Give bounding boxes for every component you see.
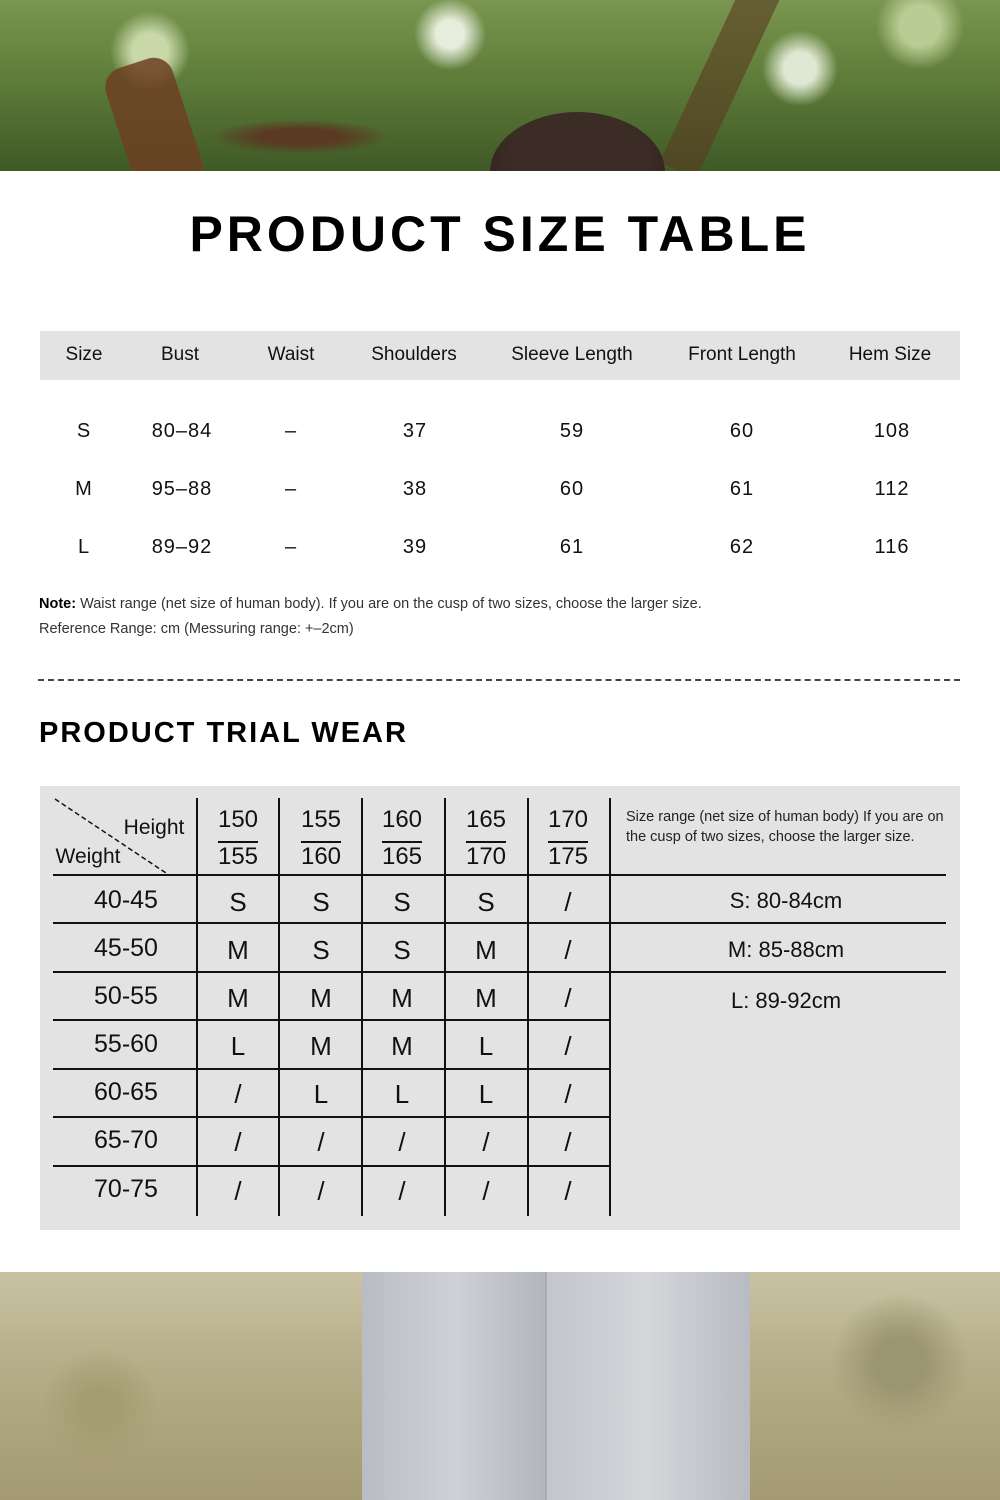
grid-h-7 [53,1165,611,1167]
size-cell: / [482,1127,490,1157]
row-s-front: 60 [729,420,755,442]
row-l-front: 62 [729,536,755,558]
row-l-hem: 116 [874,536,910,558]
model-head [490,112,665,171]
row-m-hem: 112 [874,478,910,500]
size-cell: S [312,935,330,965]
height-col-4 [466,801,506,875]
height-5-bottom: 175 [547,843,589,870]
trial-wear-title: PRODUCT TRIAL WEAR [39,717,408,749]
page-title: PRODUCT SIZE TABLE [189,206,811,262]
trouser-leg-right [545,1272,750,1500]
height-4-bottom: 170 [465,843,507,870]
size-cell: L [478,1031,494,1061]
size-cell: M [475,983,497,1013]
size-cell: S [393,935,411,965]
height-3-bottom: 165 [381,843,423,870]
size-cell: S [393,887,411,917]
header-front-length: Front Length [688,344,796,365]
size-cell: L [394,1079,410,1109]
size-cell: S [229,887,247,917]
row-l-size: L [77,536,91,558]
tree-branch [660,0,781,171]
grid-v-6 [609,798,611,1216]
size-cell: / [564,1127,572,1157]
size-cell: M [391,1031,413,1061]
range-m: M: 85-88cm [727,937,845,962]
row-m-size: M [75,478,93,500]
size-cell: / [234,1176,242,1206]
grid-h-5 [53,1068,611,1070]
row-m-front: 61 [729,478,755,500]
bottom-photo [0,1272,1000,1500]
trouser-seam [545,1272,547,1500]
size-cell: / [564,935,572,965]
size-cell: / [564,1079,572,1109]
size-cell: M [391,983,413,1013]
height-4-top: 165 [465,806,507,833]
trial-wear-table [40,786,960,1230]
grid-v-5 [527,798,529,1216]
size-cell: / [398,1127,406,1157]
weight-cell: 50-55 [94,982,158,1010]
top-photo [0,0,1000,171]
height-col-1 [218,801,258,875]
size-cell: / [317,1176,325,1206]
corner-height-label: Height [123,816,185,839]
range-l: L: 89-92cm [730,988,842,1013]
height-5-top: 170 [547,806,589,833]
row-s-waist: – [284,420,298,442]
trouser-leg-left [362,1272,547,1500]
row-m-shoulders: 38 [402,478,428,500]
size-cell: / [234,1079,242,1109]
size-cell: M [227,983,249,1013]
weight-cell: 55-60 [94,1030,158,1058]
grid-h-1 [53,874,946,876]
weight-cell: 45-50 [94,934,158,962]
size-cell: M [227,935,249,965]
size-cell: L [478,1079,494,1109]
row-s-size: S [76,420,92,442]
row-l-shoulders: 39 [402,536,428,558]
tree-trunk [100,53,210,171]
height-2-bottom: 160 [300,843,342,870]
size-cell: / [234,1127,242,1157]
height-col-5 [548,801,588,875]
header-waist: Waist [267,344,315,365]
size-cell: M [310,1031,332,1061]
section-divider [38,679,960,681]
height-2-top: 155 [300,806,342,833]
note-label: Note: [39,596,77,612]
row-s-bust: 80–84 [151,420,213,442]
size-cell: / [564,1031,572,1061]
note-line-1 [39,596,702,612]
height-3-top: 160 [381,806,423,833]
note-text: Waist range (net size of human body). If you are on the cusp of two sizes, choose the larger size. [76,596,702,612]
weight-cell: 65-70 [94,1126,158,1154]
row-s-hem: 108 [873,420,911,442]
header-size: Size [65,344,103,365]
size-cell: / [398,1176,406,1206]
size-cell: M [475,935,497,965]
size-cell: L [313,1079,329,1109]
weight-cell: 70-75 [94,1175,158,1203]
grid-h-6 [53,1116,611,1118]
grid-h-4 [53,1019,611,1021]
header-shoulders: Shoulders [371,344,457,365]
height-1-top: 150 [217,806,259,833]
height-1-bottom: 155 [217,843,259,870]
height-col-3 [382,801,422,875]
size-cell: / [564,983,572,1013]
grid-v-2 [278,798,280,1216]
row-l-bust: 89–92 [151,536,213,558]
row-s-sleeve: 59 [559,420,585,442]
header-sleeve-length: Sleeve Length [511,344,633,365]
size-cell: / [564,887,572,917]
size-cell: / [317,1127,325,1157]
size-cell: L [230,1031,246,1061]
grid-v-3 [361,798,363,1216]
row-l-waist: – [284,536,298,558]
range-note: Size range (net size of human body) If you are on the cusp of two sizes, choose the larger size. [626,809,944,845]
row-m-sleeve: 60 [559,478,585,500]
header-hem-size: Hem Size [848,344,932,365]
header-bust: Bust [160,344,200,365]
weight-cell: 40-45 [94,886,158,914]
grid-h-3 [53,971,946,973]
size-cell: S [477,887,495,917]
corner-weight-label: Weight [55,845,121,868]
size-cell: M [310,983,332,1013]
row-m-bust: 95–88 [151,478,213,500]
height-col-2 [301,801,341,875]
range-s: S: 80-84cm [729,888,843,913]
size-cell: / [482,1176,490,1206]
row-m-waist: – [284,478,298,500]
size-table-header [40,331,960,380]
note-line-2: Reference Range: cm (Messuring range: +–2cm) [39,621,354,637]
grid-h-2 [53,922,946,924]
grid-v-4 [444,798,446,1216]
grid-v-1 [196,798,198,1216]
size-cell: / [564,1176,572,1206]
row-l-sleeve: 61 [559,536,585,558]
row-s-shoulders: 37 [402,420,428,442]
weight-cell: 60-65 [94,1078,158,1106]
size-cell: S [312,887,330,917]
